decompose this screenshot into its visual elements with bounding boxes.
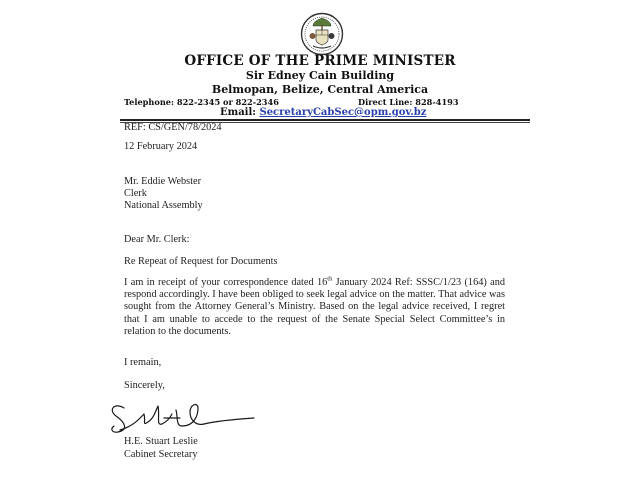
header-divider (120, 119, 530, 121)
email-line (220, 107, 426, 118)
direct-line (358, 97, 459, 107)
office-address: Belmopan, Belize, Central America (211, 83, 429, 96)
body-paragraph (124, 277, 505, 338)
coat-of-arms-seal-icon (300, 12, 344, 56)
direct-line-number: 828-4193 (415, 97, 459, 107)
ordinal-suffix: th (327, 275, 333, 283)
letter-body (124, 277, 505, 338)
letter-date: 12 February 2024 (124, 141, 198, 152)
recipient-organization: National Assembly (124, 200, 203, 211)
body-text-rest: January 2024 Ref: SSSC/1/23 (164) and respond accordingly. I have been obliged to seek legal advice on the matter. That advice was sought from the Attorney General’s Ministry. Based on the legal advice received, I regret that I am unable to accede to the request of the Senate Special Select Committee’s in relation to the documents. (124, 277, 505, 337)
subject-line: Re Repeat of Request for Documents (124, 256, 278, 267)
signatory-title: Cabinet Secretary (124, 449, 198, 460)
body-text-start: I am in receipt of your correspondence dated 16 (124, 277, 328, 288)
closing-sincerely: Sincerely, (124, 380, 165, 391)
signatory-name: H.E. Stuart Leslie (124, 436, 198, 447)
telephone-number: 822-2345 or 822-2346 (176, 97, 279, 107)
telephone-label: Telephone: (124, 97, 175, 107)
building-name: Sir Edney Cain Building (245, 69, 395, 82)
recipient-name: Mr. Eddie Webster (124, 176, 202, 187)
telephone-line (124, 97, 279, 107)
office-title: OFFICE OF THE PRIME MINISTER (184, 53, 456, 69)
closing-remain: I remain, (124, 357, 162, 368)
email-label: Email: (220, 107, 256, 118)
direct-line-label: Direct Line: (358, 97, 413, 107)
handwritten-signature-icon (104, 396, 264, 440)
recipient-title: Clerk (124, 188, 147, 199)
email-link[interactable]: SecretaryCabSec@opm.gov.bz (259, 107, 427, 118)
reference-number: REF: CS/GEN/78/2024 (124, 122, 222, 133)
salutation: Dear Mr. Clerk: (124, 234, 190, 245)
